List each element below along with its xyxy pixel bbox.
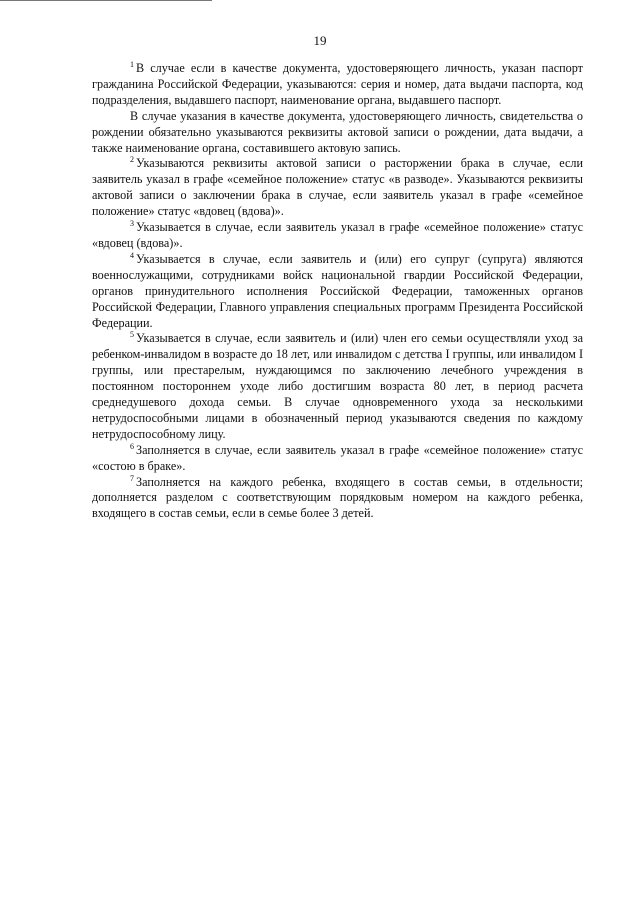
footnote-text: Указывается в случае, если заявитель указал в графе «семейное положение» статус «вдовец (вдова)». bbox=[92, 220, 583, 250]
footnote-5 bbox=[92, 331, 583, 442]
footnote-text: В случае если в качестве документа, удостоверяющего личность, указан паспорт гражданина Российской Федерации, указываются: серия и номер, дата выдачи паспорта, код подразделения, выдавшего паспорт, наименование органа, выдавшего паспорт. bbox=[92, 61, 583, 107]
footnote-text: Заполняется в случае, если заявитель указал в графе «семейное положение» статус «состою в браке». bbox=[92, 442, 583, 473]
footnote-text: В случае указания в качестве документа, удостоверяющего личность, свидетельства о рождении обязательно указываются реквизиты актовой записи о рождении, дата выдачи, а также наименование органа, составившего актовую запись. bbox=[92, 108, 583, 155]
footnote-mark: 3 bbox=[130, 219, 134, 229]
footnote-mark: 4 bbox=[130, 250, 134, 260]
footnote-1-continuation bbox=[92, 109, 583, 157]
footnote-mark: 2 bbox=[130, 155, 134, 165]
footnote-1 bbox=[92, 61, 583, 109]
footnote-3 bbox=[92, 220, 583, 252]
footnote-mark: 6 bbox=[130, 441, 134, 451]
page-number: 19 bbox=[313, 33, 327, 48]
footnote-text: Заполняется на каждого ребенка, входящего в состав семьи, в отдельности; дополняется разделом с соответствующим порядковым номером на каждого ребенка, входящего в состав семьи, если в семье более 3 детей. bbox=[92, 474, 583, 521]
footnote-text: Указывается в случае, если заявитель и (или) член его семьи осуществляли уход за ребенком-инвалидом в возрасте до 18 лет, или инвалидом с детства I группы, или инвалидом I группы, или престарелым, нуждающимся по заключению лечебного учреждения в постоянном постороннем уходе либо достигшим возраста 80 лет, в период расчета среднедушевого дохода семьи. В случае одновременного ухода за несколькими нетрудоспособными лицами в обозначенный период указываются сведения по каждому нетрудоспособному лицу. bbox=[92, 331, 583, 441]
footnotes-section bbox=[92, 61, 583, 522]
footnote-text: Указываются реквизиты актовой записи о расторжении брака в случае, если заявитель указал в графе «семейное положение» статус «в разводе». Указываются реквизиты актовой записи о заключении брака в случае, если заявитель указал в графе «семейное положение» статус «вдовец (вдова)». bbox=[92, 156, 583, 219]
footnote-2 bbox=[92, 156, 583, 220]
footnote-text: Указывается в случае, если заявитель и (или) его супруг (супруга) являются военнослужащими, сотрудниками войск национальной гвардии Российской Федерации, органов принудительного исполнения Российской Федерации, таможенных органов Российской Федерации, Главного управления специальных программ Президента Российской Федерации. bbox=[92, 251, 583, 330]
footnote-6 bbox=[92, 443, 583, 475]
top-divider bbox=[0, 0, 212, 1]
footnote-mark: 5 bbox=[130, 330, 134, 340]
footnote-mark: 1 bbox=[130, 60, 134, 69]
footnote-mark: 7 bbox=[130, 473, 134, 483]
footnote-7 bbox=[92, 475, 583, 523]
footnote-4 bbox=[92, 252, 583, 332]
